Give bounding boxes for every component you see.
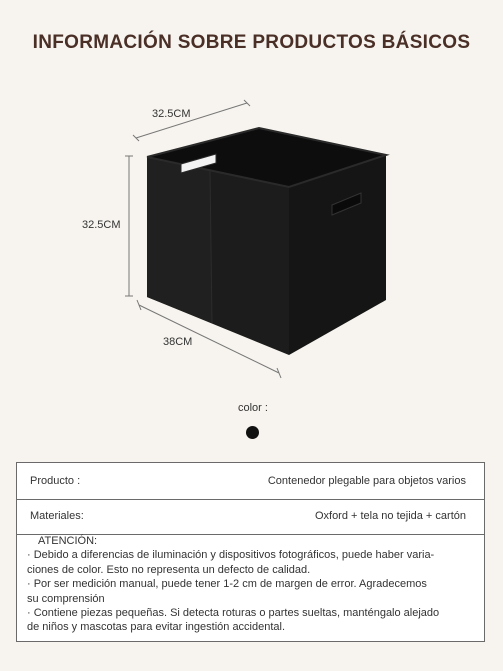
product-row: [17, 463, 484, 500]
note-line: · Contiene piezas pequeñas. Si detecta roturas o partes sueltas, manténgalo alejado: [27, 607, 440, 620]
product-label: Producto :: [30, 475, 81, 487]
note-line: de niños y mascotas para evitar ingestión accidental.: [27, 621, 286, 634]
length-guide-tick-right: [277, 368, 281, 378]
color-swatch-black[interactable]: [246, 426, 259, 439]
length-guide-tick-left: [137, 300, 141, 310]
materials-value: Oxford + tela no tejida + cartón: [314, 510, 466, 522]
product-value: Contenedor plegable para objetos varios: [267, 475, 466, 487]
attention-notes: [27, 534, 477, 635]
note-line: · Debido a diferencias de iluminación y dispositivos fotográficos, puede haber varia-: [27, 549, 435, 562]
storage-box: [147, 128, 386, 355]
page-title: INFORMACIÓN SOBRE PRODUCTOS BÁSICOS: [32, 32, 471, 53]
product-info-panel: [16, 462, 485, 642]
width-dimension-label: 32.5CM: [152, 108, 191, 120]
width-guide-tick-right: [244, 100, 250, 106]
notes-heading: ATENCIÓN:: [38, 535, 98, 547]
materials-row: [17, 498, 484, 535]
materials-label: Materiales:: [30, 510, 84, 522]
length-dimension-label: 38CM: [163, 336, 193, 348]
box-right-face: [289, 155, 386, 355]
width-guide-tick-left: [133, 135, 139, 141]
note-line: · Por ser medición manual, puede tener 1-2 cm de margen de error. Agradecemos: [27, 578, 427, 591]
color-label: color :: [238, 402, 268, 414]
box-left-panel: [147, 157, 212, 323]
note-line: ciones de color. Esto no representa un defecto de calidad.: [27, 563, 311, 576]
height-dimension-label: 32.5CM: [82, 219, 121, 231]
note-line: su comprensión: [27, 592, 105, 605]
